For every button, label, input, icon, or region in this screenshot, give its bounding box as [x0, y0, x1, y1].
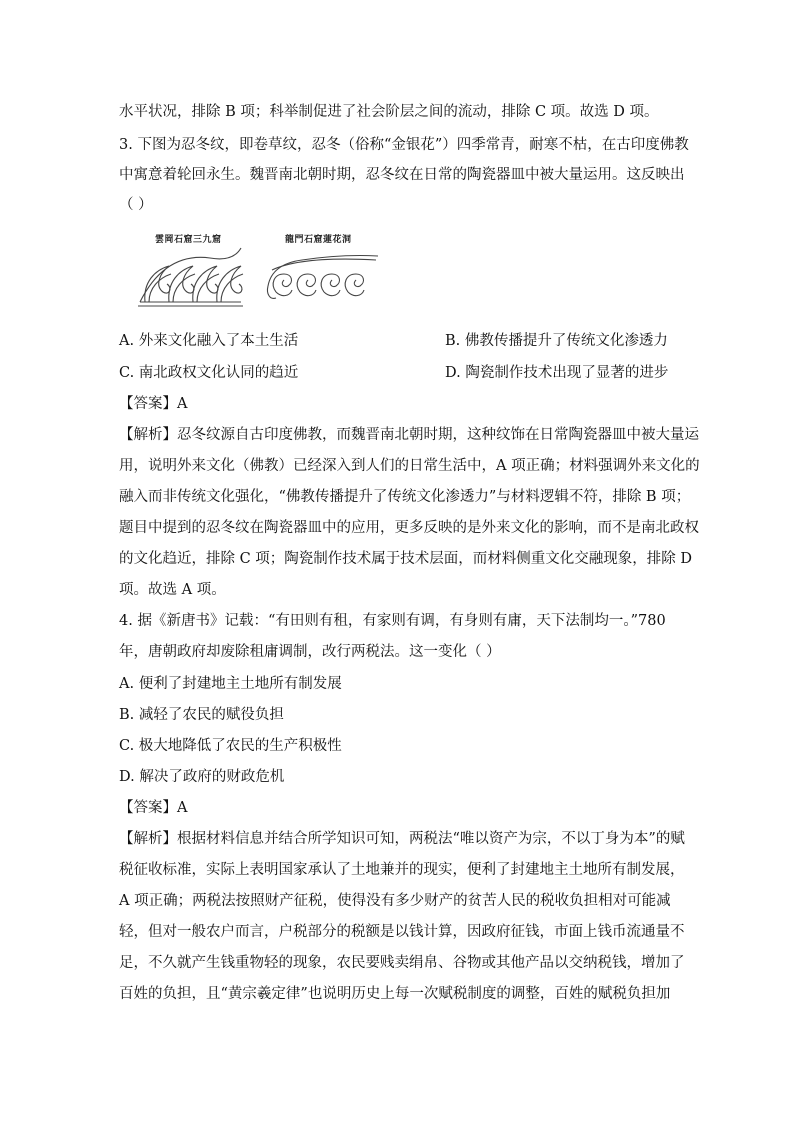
answer-label: 【答案】A — [119, 800, 188, 816]
explanation-line: 百姓的负担，且“黄宗羲定律”也说明历史上每一次赋税制度的调整，百姓的赋税负担加 — [119, 986, 671, 1002]
option-b: B. 佛教传播提升了传统文化渗透力 — [445, 333, 668, 349]
explanation-line: 【解析】忍冬纹源自古印度佛教，而魏晋南北朝时期，这种纹饰在日常陶瓷器皿中被大量运 — [119, 427, 699, 443]
honeysuckle-pattern-left-figure — [135, 244, 245, 310]
honeysuckle-pattern-right-figure — [262, 246, 382, 304]
text-line: 水平状况，排除 B 项；科举制促进了社会阶层之间的流动，排除 C 项。故选 D 项。 — [119, 104, 659, 120]
explanation-line: A 项正确；两税法按照财产征税，使得没有多少财产的贫苦人民的税收负担相对可能减 — [119, 893, 671, 909]
option-d: D. 解决了政府的财政危机 — [119, 769, 285, 785]
figure-label-left: 雲岡石窟三九窟 — [155, 235, 222, 245]
question-stem: 中寓意着轮回永生。魏晋南北朝时期，忍冬纹在日常的陶瓷器皿中被大量运用。这反映出 — [119, 167, 685, 183]
question-stem: 3. 下图为忍冬纹，即卷草纹，忍冬（俗称“金银花”）四季常青，耐寒不枯，在古印度佛教 — [119, 137, 689, 153]
explanation-line: 税征收标准，实际上表明国家承认了土地兼并的现实，便利了封建地主土地所有制发展， — [119, 862, 685, 878]
option-d: D. 陶瓷制作技术出现了显著的进步 — [445, 365, 669, 381]
option-b: B. 减轻了农民的赋役负担 — [119, 707, 284, 723]
option-a: A. 外来文化融入了本土生活 — [119, 333, 299, 349]
option-c: C. 极大地降低了农民的生产积极性 — [119, 738, 342, 754]
explanation-line: 轻，但对一般农户而言，户税部分的税额是以钱计算，因政府征钱，市面上钱币流通量不 — [119, 924, 685, 940]
question-stem: 年，唐朝政府却废除租庸调制，改行两税法。这一变化（ ） — [119, 644, 501, 660]
option-a: A. 便利了封建地主土地所有制发展 — [119, 676, 342, 692]
explanation-line: 用，说明外来文化（佛教）已经深入到人们的日常生活中，A 项正确；材料强调外来文化的 — [119, 458, 700, 474]
explanation-line: 融入而非传统文化强化，“佛教传播提升了传统文化渗透力”与材料逻辑不符，排除 B 项； — [119, 489, 691, 505]
answer-label: 【答案】A — [119, 396, 188, 412]
explanation-line: 足，不久就产生钱重物轻的现象，农民要贱卖绢帛、谷物或其他产品以交纳税钱，增加了 — [119, 955, 685, 971]
explanation-line: 项。故选 A 项。 — [119, 582, 226, 598]
explanation-line: 题目中提到的忍冬纹在陶瓷器皿中的应用，更多反映的是外来文化的影响，而不是南北政权 — [119, 520, 699, 536]
option-c: C. 南北政权文化认同的趋近 — [119, 365, 299, 381]
answer-blank: （ ） — [119, 197, 153, 213]
explanation-line: 【解析】根据材料信息并结合所学知识可知，两税法“唯以资产为宗，不以丁身为本”的赋 — [119, 831, 685, 847]
explanation-line: 的文化趋近，排除 C 项；陶瓷制作技术属于技术层面，而材料侧重文化交融现象，排除 D — [119, 551, 693, 567]
figure-label-right: 龍門石窟蓮花洞 — [285, 235, 352, 245]
question-stem: 4. 据《新唐书》记载：“有田则有租，有家则有调，有身则有庸，天下法制均一。”780 — [119, 613, 666, 629]
